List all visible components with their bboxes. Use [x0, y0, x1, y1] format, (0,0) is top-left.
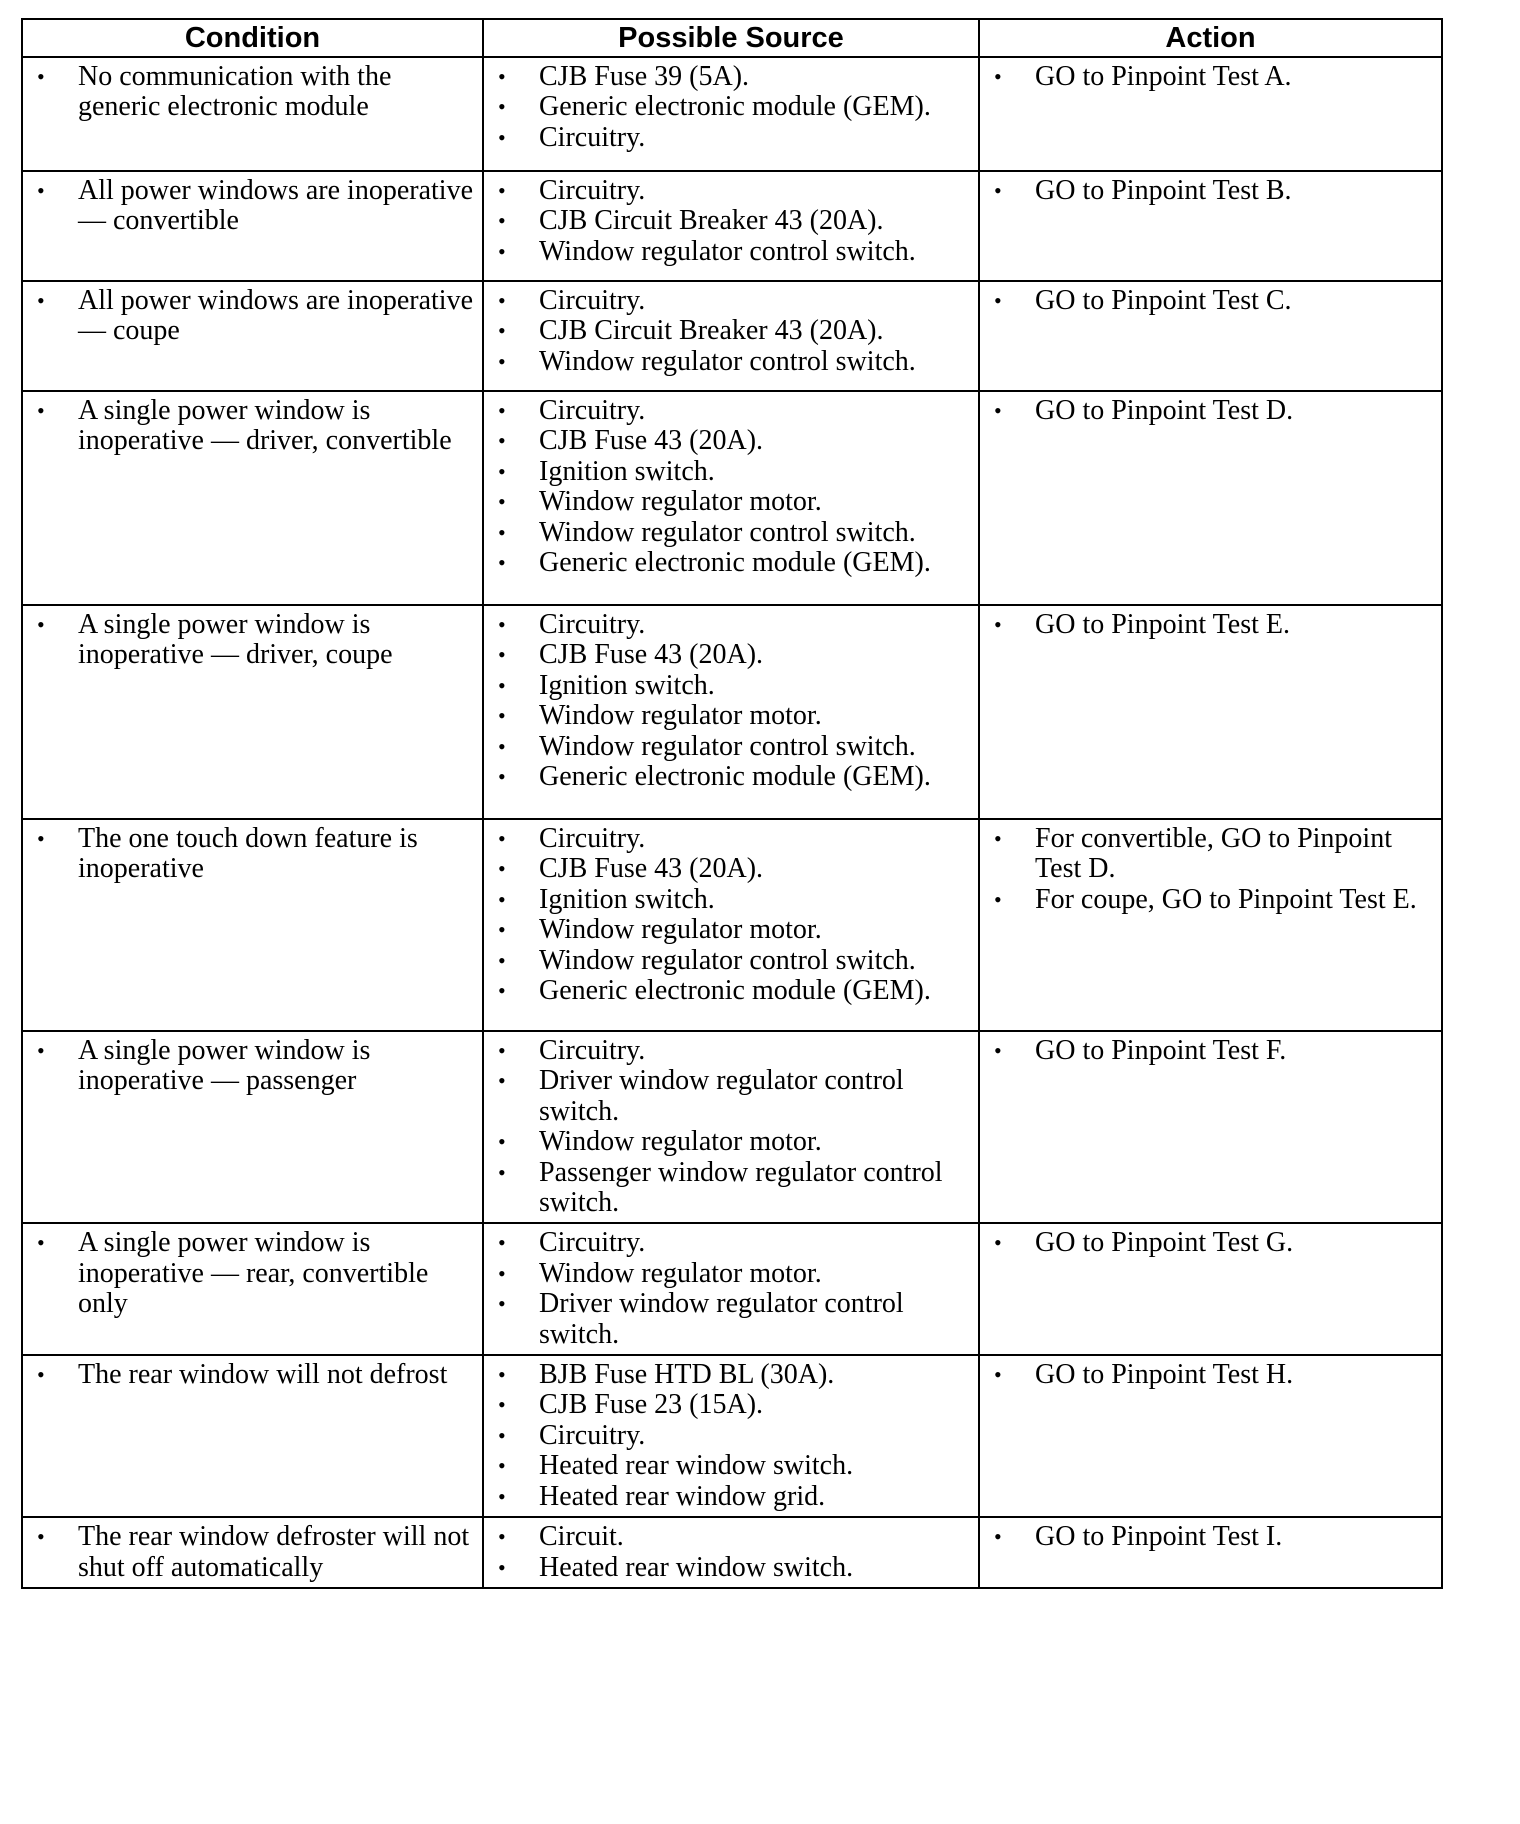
bullet-list: [23, 62, 474, 123]
source-item: • Circuitry.: [484, 176, 970, 206]
possible-source-cell: [483, 1355, 979, 1517]
action-cell: [979, 819, 1442, 1031]
table-row: [22, 605, 1442, 819]
condition-cell: [22, 1355, 483, 1517]
condition-cell: [22, 1223, 483, 1355]
table-row: [22, 57, 1442, 171]
possible-source-cell: [483, 1517, 979, 1588]
bullet-list: [980, 396, 1433, 426]
action-item: • For convertible, GO to Pinpoint Test D.: [980, 824, 1433, 885]
action-cell: [979, 281, 1442, 391]
action-item: • GO to Pinpoint Test E.: [980, 610, 1433, 640]
action-cell: [979, 1355, 1442, 1517]
source-item: • Window regulator motor.: [484, 1259, 970, 1289]
symptom-chart: [21, 18, 1441, 1589]
table-row: [22, 819, 1442, 1031]
condition-cell: [22, 605, 483, 819]
source-item: • Window regulator control switch.: [484, 946, 970, 976]
bullet-list: [23, 1522, 474, 1583]
possible-source-cell: [483, 171, 979, 281]
source-item: • Window regulator control switch.: [484, 237, 970, 267]
table-body: [22, 57, 1442, 1588]
action-item: • GO to Pinpoint Test I.: [980, 1522, 1433, 1552]
bullet-list: [23, 1228, 474, 1319]
action-cell: [979, 1517, 1442, 1588]
table-row: [22, 1355, 1442, 1517]
source-item: • Circuitry.: [484, 824, 970, 854]
action-cell: [979, 391, 1442, 605]
condition-item: • All power windows are inoperative — coupe: [23, 286, 474, 347]
source-item: • Window regulator motor.: [484, 1127, 970, 1157]
source-item: • Heated rear window switch.: [484, 1553, 970, 1583]
action-cell: [979, 605, 1442, 819]
source-item: • Window regulator motor.: [484, 915, 970, 945]
table-row: [22, 1517, 1442, 1588]
source-item: • Driver window regulator control switch.: [484, 1289, 970, 1350]
source-item: • Window regulator motor.: [484, 701, 970, 731]
bullet-list: [23, 1360, 474, 1390]
condition-cell: [22, 391, 483, 605]
source-item: • CJB Fuse 39 (5A).: [484, 62, 970, 92]
bullet-list: [980, 62, 1433, 92]
source-item: • Window regulator control switch.: [484, 518, 970, 548]
source-item: • BJB Fuse HTD BL (30A).: [484, 1360, 970, 1390]
bullet-list: [980, 1360, 1433, 1390]
bullet-list: [484, 1228, 970, 1350]
source-item: • CJB Circuit Breaker 43 (20A).: [484, 316, 970, 346]
source-item: • Circuitry.: [484, 396, 970, 426]
possible-source-cell: [483, 1223, 979, 1355]
condition-cell: [22, 281, 483, 391]
source-item: • Ignition switch.: [484, 671, 970, 701]
source-item: • Circuitry.: [484, 1228, 970, 1258]
bullet-list: [23, 396, 474, 457]
bullet-list: [980, 610, 1433, 640]
possible-source-cell: [483, 605, 979, 819]
source-item: • Heated rear window grid.: [484, 1482, 970, 1512]
source-item: • Window regulator control switch.: [484, 732, 970, 762]
condition-cell: [22, 1517, 483, 1588]
bullet-list: [980, 1036, 1433, 1066]
header-action: Action: [979, 19, 1442, 57]
bullet-list: [980, 1228, 1433, 1258]
action-item: • GO to Pinpoint Test G.: [980, 1228, 1433, 1258]
bullet-list: [23, 286, 474, 347]
bullet-list: [484, 1036, 970, 1218]
condition-item: • A single power window is inoperative — driver, coupe: [23, 610, 474, 671]
action-item: • GO to Pinpoint Test F.: [980, 1036, 1433, 1066]
source-item: • CJB Fuse 23 (15A).: [484, 1390, 970, 1420]
condition-item: • No communication with the generic electronic module: [23, 62, 474, 123]
table-row: [22, 1223, 1442, 1355]
action-cell: [979, 1031, 1442, 1223]
action-cell: [979, 171, 1442, 281]
table-row: [22, 391, 1442, 605]
source-item: • Passenger window regulator control switch.: [484, 1158, 970, 1219]
condition-item: • The rear window will not defrost: [23, 1360, 474, 1390]
source-item: • CJB Fuse 43 (20A).: [484, 426, 970, 456]
source-item: • CJB Fuse 43 (20A).: [484, 854, 970, 884]
action-item: • GO to Pinpoint Test A.: [980, 62, 1433, 92]
bullet-list: [484, 62, 970, 153]
source-item: • Circuitry.: [484, 1421, 970, 1451]
source-item: • Circuit.: [484, 1522, 970, 1552]
source-item: • Window regulator control switch.: [484, 347, 970, 377]
condition-cell: [22, 819, 483, 1031]
source-item: • Generic electronic module (GEM).: [484, 762, 970, 792]
condition-item: • The one touch down feature is inoperative: [23, 824, 474, 885]
table-row: [22, 281, 1442, 391]
source-item: • Driver window regulator control switch.: [484, 1066, 970, 1127]
source-item: • Circuitry.: [484, 1036, 970, 1066]
possible-source-cell: [483, 391, 979, 605]
possible-source-cell: [483, 819, 979, 1031]
table-row: [22, 171, 1442, 281]
condition-cell: [22, 57, 483, 171]
action-item: • For coupe, GO to Pinpoint Test E.: [980, 885, 1433, 915]
bullet-list: [484, 1360, 970, 1512]
condition-item: • The rear window defroster will not shut off automatically: [23, 1522, 474, 1583]
condition-item: • All power windows are inoperative — convertible: [23, 176, 474, 237]
source-item: • Circuitry.: [484, 286, 970, 316]
bullet-list: [484, 176, 970, 267]
bullet-list: [484, 396, 970, 578]
bullet-list: [980, 286, 1433, 316]
condition-cell: [22, 171, 483, 281]
bullet-list: [980, 824, 1433, 915]
source-item: • Ignition switch.: [484, 885, 970, 915]
header-row: [22, 19, 1442, 57]
source-item: • Ignition switch.: [484, 457, 970, 487]
source-item: • Circuitry.: [484, 123, 970, 153]
source-item: • CJB Circuit Breaker 43 (20A).: [484, 206, 970, 236]
possible-source-cell: [483, 281, 979, 391]
table-row: [22, 1031, 1442, 1223]
bullet-list: [23, 176, 474, 237]
bullet-list: [980, 176, 1433, 206]
bullet-list: [23, 824, 474, 885]
bullet-list: [484, 610, 970, 792]
header-possible-source: Possible Source: [483, 19, 979, 57]
source-item: • Generic electronic module (GEM).: [484, 548, 970, 578]
action-item: • GO to Pinpoint Test H.: [980, 1360, 1433, 1390]
action-item: • GO to Pinpoint Test B.: [980, 176, 1433, 206]
condition-cell: [22, 1031, 483, 1223]
source-item: • Window regulator motor.: [484, 487, 970, 517]
condition-item: • A single power window is inoperative — driver, convertible: [23, 396, 474, 457]
header-condition: Condition: [22, 19, 483, 57]
bullet-list: [23, 610, 474, 671]
bullet-list: [23, 1036, 474, 1097]
action-item: • GO to Pinpoint Test C.: [980, 286, 1433, 316]
possible-source-cell: [483, 57, 979, 171]
action-cell: [979, 1223, 1442, 1355]
source-item: • Heated rear window switch.: [484, 1451, 970, 1481]
source-item: • CJB Fuse 43 (20A).: [484, 640, 970, 670]
source-item: • Circuitry.: [484, 610, 970, 640]
source-item: • Generic electronic module (GEM).: [484, 92, 970, 122]
bullet-list: [484, 824, 970, 1006]
action-cell: [979, 57, 1442, 171]
condition-item: • A single power window is inoperative — rear, convertible only: [23, 1228, 474, 1319]
symptom-table: [21, 18, 1443, 1589]
bullet-list: [484, 1522, 970, 1583]
bullet-list: [484, 286, 970, 377]
possible-source-cell: [483, 1031, 979, 1223]
condition-item: • A single power window is inoperative — passenger: [23, 1036, 474, 1097]
source-item: • Generic electronic module (GEM).: [484, 976, 970, 1006]
action-item: • GO to Pinpoint Test D.: [980, 396, 1433, 426]
bullet-list: [980, 1522, 1433, 1552]
